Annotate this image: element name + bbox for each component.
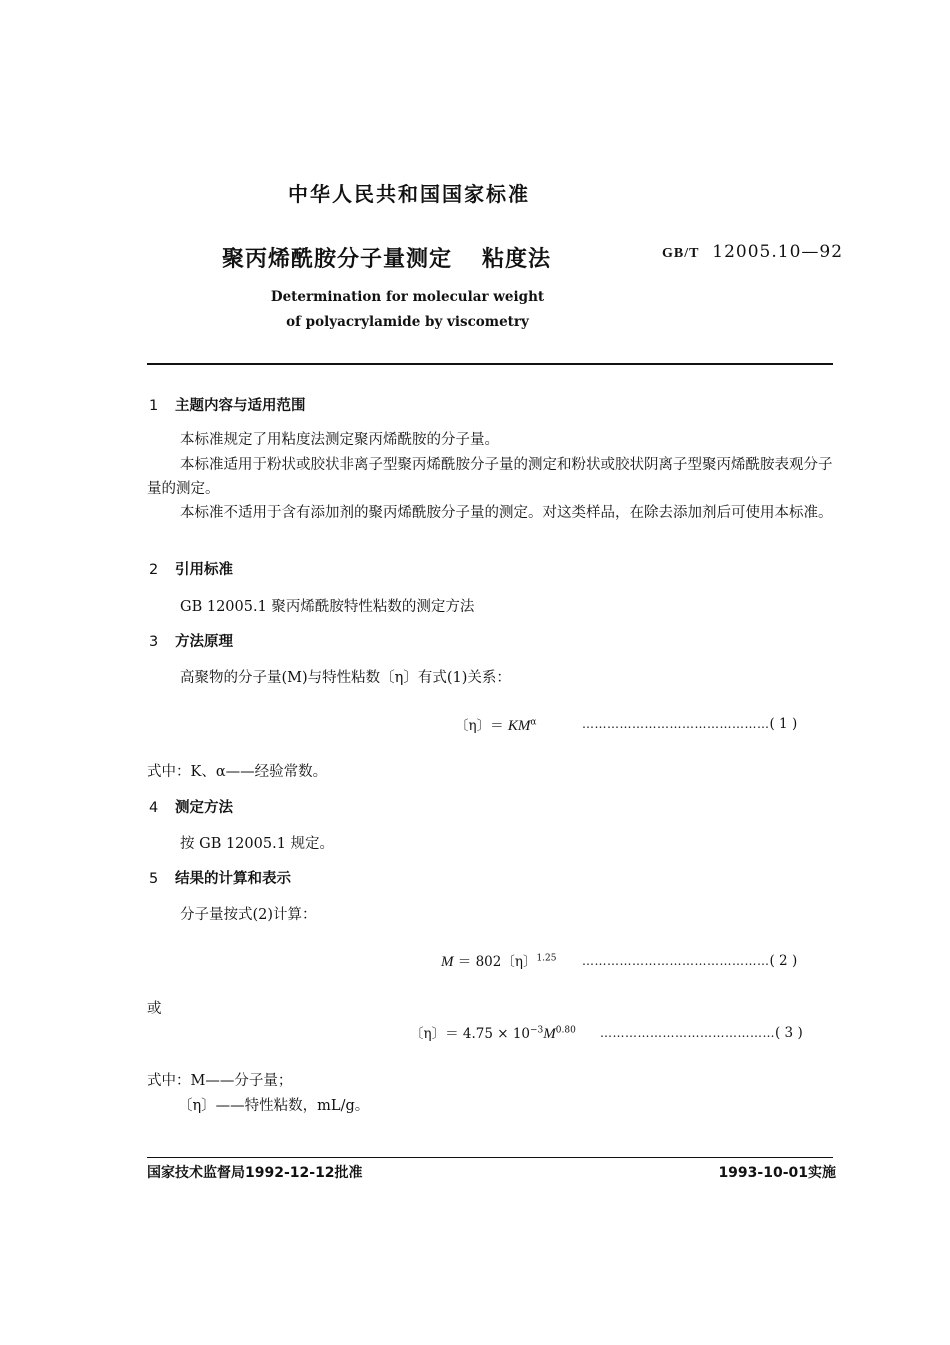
document-title (222, 242, 551, 273)
section-2-heading (149, 558, 233, 579)
section-title: 引用标准 (175, 562, 233, 578)
section-number: 1 (149, 398, 159, 414)
section-3-intro: 高聚物的分子量(M)与特性粘数〔η〕有式(1)关系： (180, 670, 511, 686)
implementation-date: 1993-10-01实施 (718, 1165, 836, 1181)
standard-number: 12005.10—92 (712, 242, 844, 262)
formula-3-leader (600, 1025, 803, 1041)
title-method: 粘度法 (482, 247, 552, 272)
formula-number: ( 3 ) (775, 1025, 803, 1041)
section-3-heading (149, 630, 233, 651)
approval-info: 国家技术监督局1992-12-12批准 (147, 1165, 363, 1181)
section-4-heading (149, 796, 233, 817)
standard-code (662, 242, 843, 262)
footer-divider (147, 1157, 833, 1158)
section-1-paragraph-3: 本标准不适用于含有添加剂的聚丙烯酰胺分子量的测定。对这类样品，在除去添加剂后可使用本标准。 (180, 505, 833, 521)
formula-2-mid: ＝ 802〔η〕 (453, 954, 537, 970)
formula-2-exponent: 1.25 (536, 953, 557, 964)
leader-dots: ……………………………………… (582, 717, 770, 731)
normative-reference: GB 12005.1 聚丙烯酰胺特性粘数的测定方法 (180, 599, 475, 615)
formula-1-where: 式中：K、α——经验常数。 (147, 764, 328, 780)
formula-1 (455, 714, 536, 735)
section-1-paragraph-1: 本标准规定了用粘度法测定聚丙烯酰胺的分子量。 (180, 432, 499, 448)
formula-1-exponent: α (530, 717, 537, 728)
formula-1-rhs: KM (507, 718, 531, 734)
leader-dots: …………………………………… (600, 1026, 775, 1040)
section-title: 结果的计算和表示 (175, 871, 291, 887)
english-title-line2: of polyacrylamide by viscometry (286, 314, 529, 330)
section-4-text: 按 GB 12005.1 规定。 (180, 836, 335, 852)
english-title-line1: Determination for molecular weight (270, 289, 545, 305)
formula-2-leader (582, 953, 797, 969)
formula-number: ( 2 ) (769, 953, 798, 969)
section-1-paragraph-2: 本标准适用于粉状或胶状非离子型聚丙烯酰胺分子量的测定和粉状或胶状阴离子型聚丙烯酰胺表观分子量的测定。 (147, 457, 833, 497)
section-5-intro: 分子量按式(2)计算： (180, 907, 317, 923)
title-main: 聚丙烯酰胺分子量测定 (222, 247, 453, 272)
formula-2 (441, 950, 557, 971)
formula-where-line-2: 〔η〕——特性粘数，mL/g。 (178, 1098, 370, 1114)
formula-3-m: M (543, 1026, 556, 1042)
formula-number: ( 1 ) (769, 716, 798, 732)
section-title: 方法原理 (175, 634, 233, 650)
formula-1-leader (582, 716, 797, 732)
formula-where-line-1: 式中：M——分子量； (147, 1073, 293, 1089)
section-1-heading (149, 394, 306, 415)
formula-3-exponent-1: −3 (530, 1025, 544, 1036)
standard-prefix: GB/T (662, 246, 700, 261)
leader-dots: ……………………………………… (582, 954, 770, 968)
formula-1-lhs: 〔η〕＝ (455, 718, 504, 734)
section-5-heading (149, 867, 291, 888)
formula-2-lhs: M (441, 954, 454, 970)
section-number: 2 (149, 562, 159, 578)
formula-3-exponent-2: 0.80 (555, 1025, 576, 1036)
or-connector: 或 (147, 1001, 162, 1017)
section-number: 5 (149, 871, 159, 887)
header-divider (147, 363, 833, 365)
section-title: 主题内容与适用范围 (175, 398, 306, 414)
formula-3-lhs: 〔η〕＝ 4.75 × 10 (410, 1026, 531, 1042)
section-title: 测定方法 (175, 800, 233, 816)
national-standard-heading: 中华人民共和国国家标准 (288, 182, 530, 206)
section-number: 3 (149, 634, 159, 650)
formula-3 (410, 1022, 576, 1043)
section-number: 4 (149, 800, 159, 816)
